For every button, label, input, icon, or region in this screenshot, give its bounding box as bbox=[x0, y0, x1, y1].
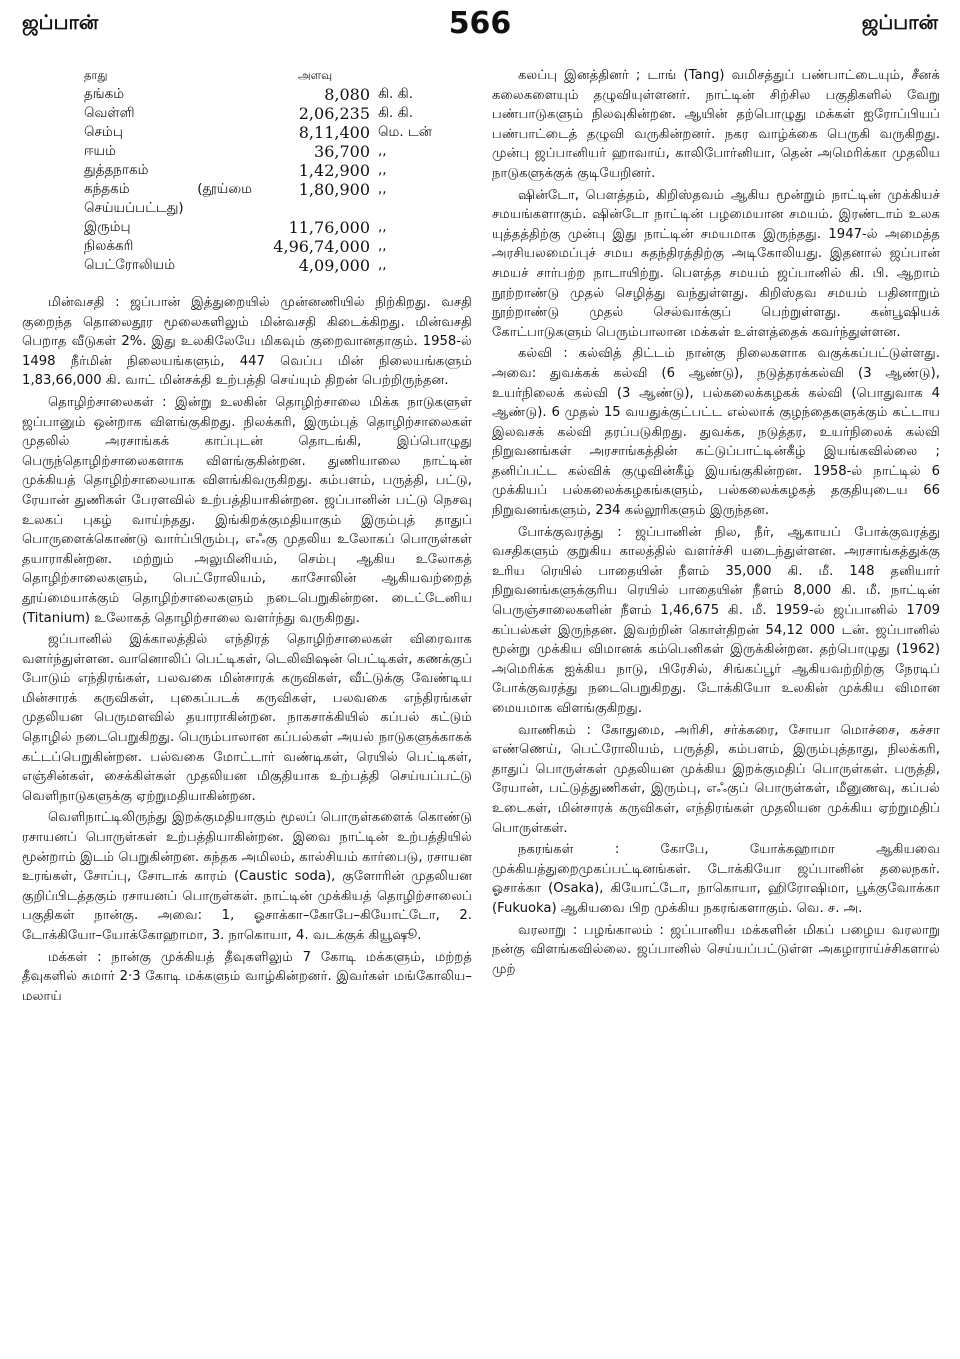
mineral-production-table bbox=[80, 66, 472, 275]
row-metal: வெள்ளி bbox=[84, 105, 135, 121]
page-number: 566 bbox=[448, 6, 512, 41]
table-row bbox=[80, 161, 472, 180]
paragraph-culture: கலப்பு இனத்தினர் ; டாங் (Tang) வமிசத்துப் பண்பாட்டையும், சீனக் கலைகளையும் தழுவியுள்ளனர். நாட்டின் சிற்சில பகுதிகளில் வேறு பண்பாடுகளும் நிலவுகின்றன. ஆயின் தற்பொழுது மக்கள் ஐரோப்பியப் பண்பாட்டைத் தழுவி வருகின்றனர். நகர வாழ்க்கை பெருகி வருகிறது. முன்பு ஜப்பானியர் ஹாவாய், காலிபோர்னியா, தென் அமெரிக்கா முதலிய நாடுகளுக்குக் குடியேறினர். bbox=[492, 68, 940, 181]
row-unit: ,, bbox=[378, 162, 387, 178]
row-value: 4,09,000 bbox=[298, 256, 370, 275]
table-row bbox=[80, 142, 472, 161]
table-row bbox=[80, 85, 472, 104]
row-unit: ,, bbox=[378, 238, 387, 254]
row-unit: ,, bbox=[378, 257, 387, 273]
row-unit: ,, bbox=[378, 143, 387, 159]
paragraph-chemicals: வெளிநாட்டிலிருந்து இறக்குமதியாகும் மூலப் பொருள்களைக் கொண்டு ரசாயனப் பொருள்கள் உற்பத்தியாகின்றன. இவை நாட்டின் உற்பத்தியில் மூன்றாம் இடம் பெறுகின்றன. கந்தக அமிலம், கால்சியம் கார்பைடு, ரசாயன உரங்கள், சோப்பு, சோடாக் காரம் (Caustic soda), குளோரின் முதலியன குறிப்பிடத்தகும் ரசாயனப் பொருள்கள். நாட்டின் முக்கியத் தொழிற்சாலைப் பகுதிகள் நான்கு. அவை: 1, ஓசாக்கா–கோபே–கியோட்டோ, 2. டோக்கியோ–யோக்கோஹாமா, 3. நாகொயா, 4. வடக்குக் கியூஷூ. bbox=[22, 810, 472, 943]
page-header bbox=[22, 8, 938, 48]
row-unit: கி. கி. bbox=[378, 105, 413, 121]
row-value: 36,700 bbox=[314, 142, 370, 161]
table-header-metal: தாது bbox=[84, 68, 108, 82]
paragraph-history: வரலாறு : பழங்காலம் : ஜப்பானிய மக்களின் மிகப் பழைய வரலாறு நன்கு விளங்கவில்லை. ஜப்பானில் செய்யப்பட்டுள்ள அகழாராய்ச்சிகளால் முற் bbox=[492, 922, 940, 977]
table-row bbox=[80, 256, 472, 275]
paragraph-religion: ஷின்டோ, பௌத்தம், கிறிஸ்தவம் ஆகிய மூன்றும் நாட்டின் முக்கியச் சமயங்களாகும். ஷின்டோ நாட்டின் பழமையான சமயம். இரண்டாம் உலக யுத்தத்திற்கு முன்பு இது நாட்டின் சமயமாக இருந்தது. 1947-ல் அமைத்த அரசியலமைப்புச் சமய சுதந்திரத்திற்கு அடிகோலியது. இதனால் ஜப்பான் சமயச் சார்பற்ற நாடாயிற்று. பௌத்த சமயம் ஜப்பானில் கி. பி. ஆறாம் நூற்றாண்டு முதல் செழித்து வந்துள்ளது. கிறிஸ்தவ சமயம் பதினாறும் நூற்றாண்டு முதல் செல்வாக்குப் பெற்றுள்ளது. கன்பூஷியக் கோட்பாடுகளும் பெரும்பாலான மக்கள் உள்ளத்தைக் கவர்ந்துள்ளன. bbox=[492, 187, 940, 340]
table-row bbox=[80, 218, 472, 237]
row-metal: இரும்பு bbox=[84, 219, 131, 235]
row-unit: மெ. டன் bbox=[378, 124, 432, 140]
paragraph-industries: தொழிற்சாலைகள் : இன்று உலகின் தொழிற்சாலை மிக்க நாடுகளுள் ஜப்பானும் ஒன்றாக விளங்குகிறது. நிலக்கரி, இரும்புத் தொழிற்சாலைகள் முதலில் அரசாங்கக் காப்புடன் தொடங்கி, இப்பொழுது பெருந்தொழிற்சாலைகளாக விளங்குகின்றன. துணியாலை நாட்டின் முக்கியத் தொழிற்சாலையாக விளங்கிவருகிறது. கம்பளம், பருத்தி, பட்டு, ரேயான் துணிகள் பேரளவில் உற்பத்தியாகின்றன. ஜப்பானின் பட்டு நெசவு உலகப் புகழ் வாய்ந்தது. இங்கிறக்குமதியாகும் இரும்புத் தாதுப் பொருளைக்கொண்டு வார்ப்பிரும்பு, எஃகு முதலிய உலோகப் பொருள்கள் தயாராகின்றன. மற்றும் அலுமினியம், செம்பு ஆகிய உலோகத் தொழிற்சாலைகளும், பெட்ரோலியம், காசோலின் ஆகியவற்றைத் தூய்மையாக்கும் தொழிற்சாலைகளும் நடைபெறுகின்றன. டைட்டேனிய (Titanium) உலோகத் தொழிற்சாலை வளர்ந்து வருகிறது. bbox=[22, 394, 472, 626]
row-value: 8,11,400 bbox=[298, 123, 370, 142]
paragraph-people: மக்கள் : நான்கு முக்கியத் தீவுகளிலும் 7 கோடி மக்களும், மற்றத் தீவுகளில் சுமார் 2·3 கோடி மக்களும் வாழ்கின்றனர். இவர்கள் மங்கோலிய–மலாய் bbox=[22, 949, 472, 1004]
row-metal: செம்பு bbox=[84, 124, 123, 140]
row-metal: பெட்ரோலியம் bbox=[84, 257, 176, 273]
row-metal: துத்தநாகம் bbox=[84, 162, 149, 178]
table-row bbox=[80, 104, 472, 123]
row-value: 2,06,235 bbox=[298, 104, 370, 123]
row-value: 8,080 bbox=[324, 85, 370, 104]
running-title-right: ஜப்பான் bbox=[861, 10, 938, 34]
left-column bbox=[22, 66, 472, 1008]
paragraph-transport: போக்குவரத்து : ஜப்பானின் நில, நீர், ஆகாயப் போக்குவரத்து வசதிகளும் குறுகிய காலத்தில் வளர்ச்சி யடைந்துள்ளன. அரசாங்கத்துக்கு உரிய ரெயில் பாதையின் நீளம் 35,000 கி. மீ. 148 தனியார் நிறுவனங்களுக்குரிய ரெயில் பாதையின் நீளம் 8,000 கி. மீ. நாட்டின் பெருஞ்சாலைகளின் நீளம் 1,46,675 கி. மீ. 1959-ல் ஜப்பானில் 1709 கப்பல்கள் இருந்தன. இவற்றின் கொள்திறன் 54,12 000 டன். ஜப்பானில் மூன்று முக்கிய விமானக் கம்பெனிகள் இருக்கின்றன. தற்பொழுது (1962) அமெரிக்க ஐக்கிய நாடு, பிரேசில், சிங்கப்பூர் ஆகியவற்றிற்கு நேரடிப் போக்குவரத்து நடைபெறுகிறது. டோக்கியோ உலகின் முக்கிய விமான மையமாக விளங்குகிறது. bbox=[492, 524, 940, 716]
row-value: 4,96,74,000 bbox=[273, 237, 370, 256]
table-row bbox=[80, 180, 472, 218]
row-value: 1,80,900 bbox=[298, 180, 370, 199]
table-header-row bbox=[80, 66, 472, 85]
row-unit: ,, bbox=[378, 219, 387, 235]
paragraph-electricity: மின்வசதி : ஜப்பான் இத்துறையில் முன்னணியில் நிற்கிறது. வசதி குறைந்த தொலைதூர மூலைகளிலும் மின்வசதி கிடைக்கிறது. மின்வசதி பெறாத வீடுகள் 2%. இது உலகிலேயே மிகவும் குறைவானதாகும். 1958-ல் 1498 நீர்மின் நிலையங்களும், 447 வெப்ப மின் நிலையங்களும் 1,83,66,000 கி. வாட் மின்சக்தி உற்பத்தி செய்யும் திறன் பெற்றிருந்தன. bbox=[22, 295, 472, 389]
paragraph-cities: நகரங்கள் : கோபே, யோக்கஹாமா ஆகியவை முக்கியத்துறைமுகப்பட்டினங்கள். டோக்கியோ ஜப்பானின் தலைநகர். ஓசாக்கா (Osaka), கியோட்டோ, நாகொயா, ஹிரோஷிமா, பூக்குவோக்கா (Fukuoka) ஆகியவை பிற முக்கிய நகரங்களாகும். வெ. ச. அ. bbox=[492, 842, 940, 916]
row-unit: கி. கி. bbox=[378, 86, 413, 102]
row-metal: நிலக்கரி bbox=[84, 238, 134, 254]
table-row bbox=[80, 123, 472, 142]
running-title-left: ஜப்பான் bbox=[22, 10, 99, 34]
table-row bbox=[80, 237, 472, 256]
row-value: 11,76,000 bbox=[288, 218, 370, 237]
table-header-amount: அளவு bbox=[297, 68, 333, 82]
row-metal: தங்கம் bbox=[84, 86, 125, 102]
paragraph-machinery: ஜப்பானில் இக்காலத்தில் எந்திரத் தொழிற்சாலைகள் விரைவாக வளர்ந்துள்ளன. வானொலிப் பெட்டிகள், டெலிவிஷன் பெட்டிகள், கணக்குப் போடும் எந்திரங்கள், பலவகை மின்சாரக் கருவிகள், வீட்டுக்கு வேண்டிய மின்சாரக் கருவிகள், புகைப்படக் கருவிகள், பலவகை எந்திரங்கள் முதலியன பெருமளவில் தயாராகின்றன. நாகசாக்கியில் கப்பல் கட்டும் தொழில் நடைபெறுகிறது. பெரும்பாலான கப்பல்கள் அயல் நாடுகளுக்காகக் கட்டப்பெறுகின்றன. பல்வகை மோட்டார் வண்டிகள், ரெயில் பெட்டிகள், எஞ்சின்கள், சைக்கிள்கள் முதலியன மிகுதியாக உற்பத்தி செய்யப்பட்டு வெளிநாடுகளுக்கு ஏற்றுமதியாகின்றன. bbox=[22, 632, 472, 804]
right-column bbox=[492, 66, 940, 981]
row-metal: கந்தகம் (தூய்மை செய்யப்பட்டது) bbox=[84, 181, 252, 216]
paragraph-education: கல்வி : கல்வித் திட்டம் நான்கு நிலைகளாக வகுக்கப்பட்டுள்ளது. அவை: துவக்கக் கல்வி (6 ஆண்டு), நடுத்தரக்கல்வி (3 ஆண்டு), உயர்நிலைக் கல்வி (3 ஆண்டு), பல்கலைக்கழகக் கல்வி (பொதுவாக 4 ஆண்டு). 6 முதல் 15 வயதுக்குட்பட்ட எல்லாக் குழந்தைகளுக்கும் கட்டாய இலவசக் கல்வி தரப்படுகிறது. துவக்க, நடுத்தர, உயர்நிலைக் கல்வி நிறுவனங்கள் அரசாங்கத்தின் கட்டுப்பாட்டின்கீழ் இயங்கவில்லை ; தனிப்பட்ட கல்விக் குழுவின்கீழ் இயங்குகின்றன. 1958-ல் நாட்டில் 6 முக்கியப் பல்கலைக்கழகங்களும், பல்கலைக்கழகத் தகுதியுடைய 66 நிறுவனங்களும், 234 கல்லூரிகளும் இருந்தன. bbox=[492, 346, 940, 519]
row-metal: ஈயம் bbox=[84, 143, 116, 159]
paragraph-trade: வாணிகம் : கோதுமை, அரிசி, சர்க்கரை, சோயா மொச்சை, கச்சா எண்ணெய், பெட்ரோலியம், பருத்தி, கம்பளம், இரும்புத்தாது, நிலக்கரி, தாதுப் பொருள்கள் முதலியன முக்கிய இறக்குமதிப் பொருள்கள். பருத்தி, ரேயான், பட்டுத்துணிகள், இரும்பு, எஃகுப் பொருள்கள், மீனுணவு, கப்பல் உடைகள், மின்சாரக் கருவிகள், எந்திரங்கள் முதலியன முக்கிய ஏற்றுமதிப் பொருள்கள். bbox=[492, 722, 940, 836]
row-unit: ,, bbox=[378, 181, 387, 197]
row-value: 1,42,900 bbox=[298, 161, 370, 180]
